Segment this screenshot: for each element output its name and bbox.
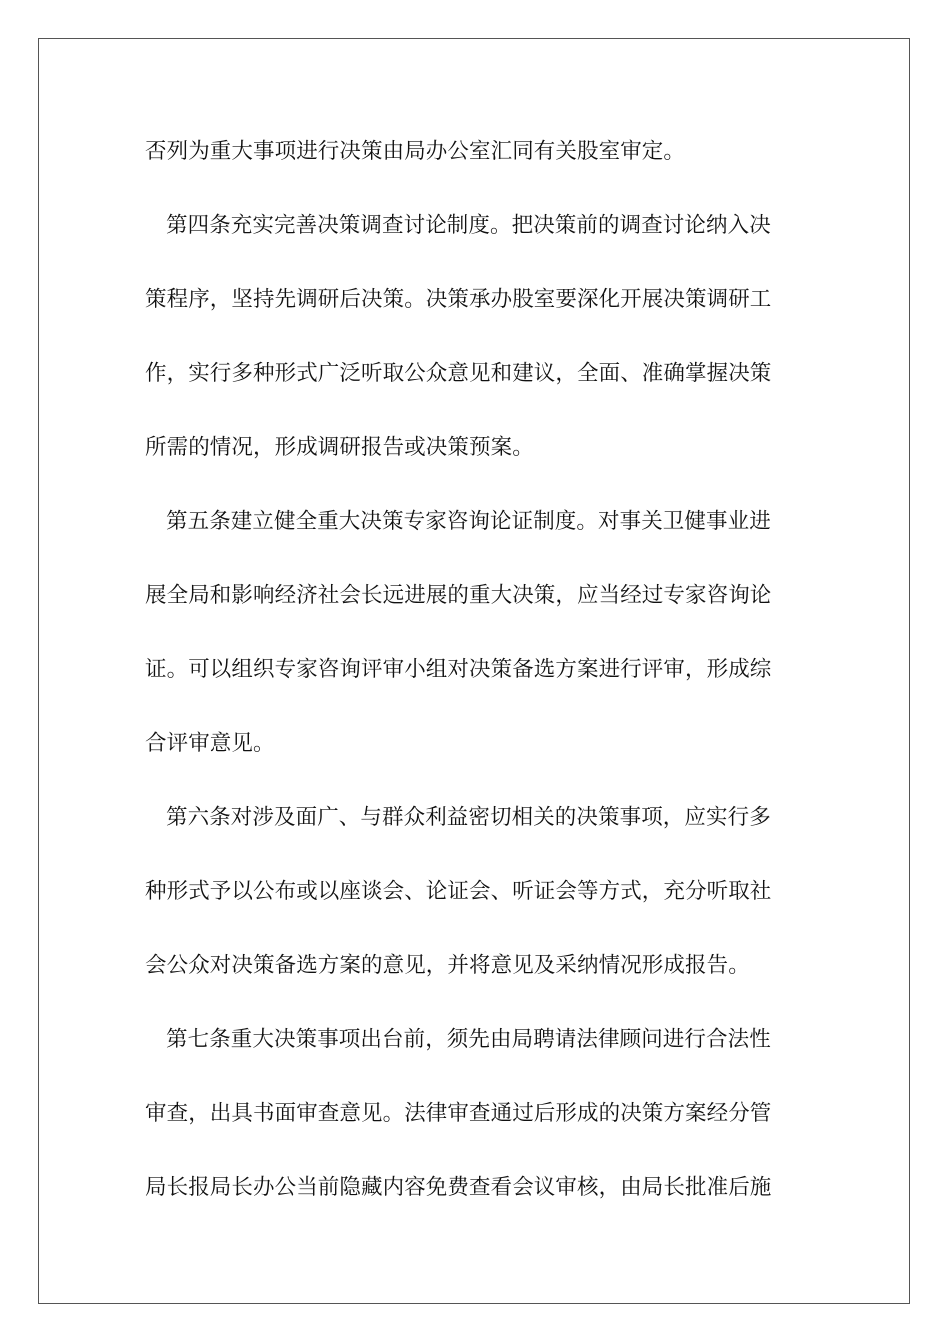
text-line: 会公众对决策备选方案的意见，并将意见及采纳情况形成报告。 (145, 953, 750, 978)
text-line: 第六条对涉及面广、与群众利益密切相关的决策事项，应实行多 (166, 805, 771, 830)
text-line: 合评审意见。 (145, 731, 275, 756)
text-line: 策程序，坚持先调研后决策。决策承办股室要深化开展决策调研工 (145, 287, 772, 312)
text-line: 审查，出具书面审查意见。法律审查通过后形成的决策方案经分管 (145, 1101, 772, 1126)
text-line: 证。可以组织专家咨询评审小组对决策备选方案进行评审，形成综 (145, 657, 772, 682)
text-line: 局长报局长办公当前隐藏内容免费查看会议审核，由局长批准后施 (145, 1175, 772, 1200)
text-line: 种形式予以公布或以座谈会、论证会、听证会等方式，充分听取社 (145, 879, 772, 904)
text-line: 作，实行多种形式广泛听取公众意见和建议，全面、准确掌握决策 (145, 361, 772, 386)
text-line: 第七条重大决策事项出台前，须先由局聘请法律顾问进行合法性 (166, 1027, 771, 1052)
text-line: 展全局和影响经济社会长远进展的重大决策，应当经过专家咨询论 (145, 583, 772, 608)
text-line: 所需的情况，形成调研报告或决策预案。 (145, 435, 534, 460)
text-line: 否列为重大事项进行决策由局办公室汇同有关股室审定。 (145, 139, 686, 164)
text-line: 第五条建立健全重大决策专家咨询论证制度。对事关卫健事业进 (166, 509, 771, 534)
text-line: 第四条充实完善决策调查讨论制度。把决策前的调查讨论纳入决 (166, 213, 771, 238)
